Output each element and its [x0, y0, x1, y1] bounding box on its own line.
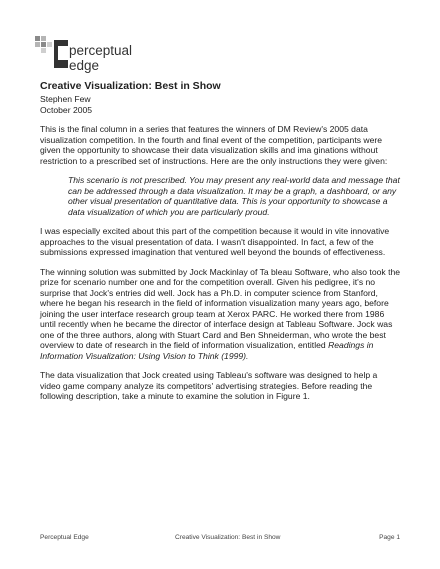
logo-text: [69, 43, 132, 73]
logo-mark-icon: [34, 34, 68, 72]
logo-line-1: perceptual: [69, 43, 133, 58]
footer-center: Creative Visualization: Best in Show: [175, 534, 281, 541]
paragraph-3-text: The winning solution was submitted by Jock Mackinlay of Ta bleau Software, who also took the prize for scenario number one and for the competition overall. Given his pedigree, it's no surprise that Jock's entries did well. Jock has a Ph.D. in computer science from Stanford, where he began his research in the field of information visualization many years ago, before joining the user interface research group team at Xerox PARC. He worked there from 1986 until recently when he became the director of interface design at Tableau Software. Jock was one of the three authors, along with Stuart Card and Ben Shneiderman, who wrote the best overview to date of research in the field of information visualization, entitled: [40, 266, 401, 350]
paragraph-3: [40, 267, 400, 362]
article-title: Creative Visualization: Best in Show: [40, 80, 221, 92]
logo-line-2: edge: [69, 58, 100, 73]
paragraph-1: This is the final column in a series that features the winners of DM Review's 2005 data visualization competition. In the fourth and final event of the competition, participants were given the opportunity to showcase their data visualization skills and ima ginations without restriction to a prescribed set of instructions. Here are the only instructions they were given:: [40, 124, 388, 166]
page-number: Page 1: [379, 534, 400, 541]
footer-left: Perceptual Edge: [40, 534, 89, 541]
paragraph-2: I was especially excited about this part of the competition because it would in vite innovative approaches to the visual presentation of data. I wasn't disappointed. In fact, a few of the submissions expressed imagination that ventured well beyond the bounds of effectiveness.: [40, 226, 390, 257]
page-footer: [40, 534, 400, 544]
competition-instructions-quote: This scenario is not prescribed. You may present any real-world data and message that can be addressed through a data visualization. It may be a graph, a dashboard, or any other visual presentation of quantitative data. This is your opportunity to showcase a data visualization of which you are particularly proud.: [68, 175, 400, 217]
paragraph-4: The data visualization that Jock created using Tableau's software was designed to help a video game company analyze its competitors' advertising strategies. Before reading the following description, take a minute to examine the solution in Figure 1.: [40, 370, 378, 401]
article-date: October 2005: [40, 104, 93, 115]
book-title: Readings in Information Visualization: Using Vision to Think (1999).: [40, 340, 374, 361]
perceptual-edge-logo: [34, 34, 134, 74]
article-author: Stephen Few: [40, 94, 91, 104]
article-body: [40, 80, 400, 411]
